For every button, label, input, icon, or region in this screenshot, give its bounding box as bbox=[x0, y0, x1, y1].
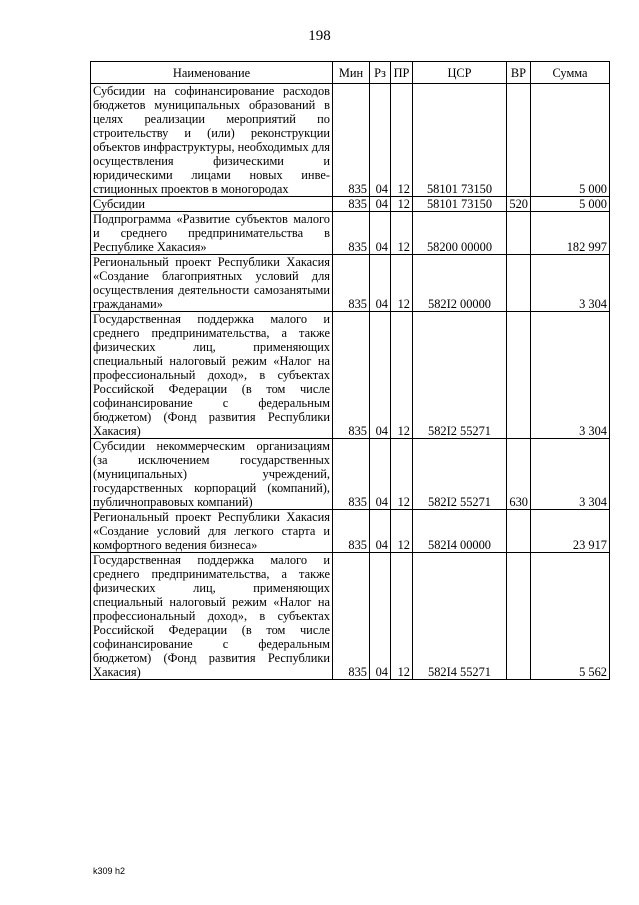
row-vr bbox=[507, 312, 531, 439]
row-vr bbox=[507, 553, 531, 680]
header-vr: ВР bbox=[507, 62, 531, 84]
row-name: Региональный проект Республики Хакасия «Создание благоприятных условий для осуществления деятельности самозанятыми гражданами» bbox=[91, 255, 333, 312]
row-vr bbox=[507, 255, 531, 312]
row-min: 835 bbox=[333, 84, 370, 197]
row-csr: 582I4 00000 bbox=[413, 510, 507, 553]
row-rz: 04 bbox=[370, 510, 391, 553]
row-name: Региональный проект Республики Хакасия «Создание условий для легкого старта и комфортного ведения бизнеса» bbox=[91, 510, 333, 553]
row-vr bbox=[507, 84, 531, 197]
row-name: Субсидии на софинансирование расходов бюджетов муниципальных образований в целях реализации мероприятий по строительству и (или) реконструкции объектов инфраструктуры, необходимых для осуществления физическими и юридическими лицами новых инвестиционных проектов в моногородах bbox=[91, 84, 333, 197]
header-rz: Рз bbox=[370, 62, 391, 84]
table-row bbox=[91, 84, 610, 197]
header-row bbox=[91, 62, 610, 84]
row-csr: 582I2 55271 bbox=[413, 312, 507, 439]
row-csr: 582I2 55271 bbox=[413, 439, 507, 510]
row-name: Государственная поддержка малого и среднего предпринимательства, а также физических лиц, применяющих специальный налоговый режим «Налог на профессиональный доход», в субъектах Российской Федерации (в том числе софинансирование с федеральным бюджетом) (Фонд развития Республики Хакасия) bbox=[91, 312, 333, 439]
table-row bbox=[91, 510, 610, 553]
page-number: 198 bbox=[308, 28, 331, 44]
row-vr bbox=[507, 510, 531, 553]
row-name: Субсидии bbox=[91, 197, 333, 212]
header-min: Мин bbox=[333, 62, 370, 84]
row-min: 835 bbox=[333, 212, 370, 255]
row-sum: 3 304 bbox=[531, 439, 610, 510]
row-pr: 12 bbox=[391, 197, 413, 212]
header-sum: Сумма bbox=[531, 62, 610, 84]
row-csr: 582I2 00000 bbox=[413, 255, 507, 312]
table-row bbox=[91, 553, 610, 680]
header-pr: ПР bbox=[391, 62, 413, 84]
row-min: 835 bbox=[333, 439, 370, 510]
row-min: 835 bbox=[333, 197, 370, 212]
row-pr: 12 bbox=[391, 212, 413, 255]
row-sum: 5 000 bbox=[531, 197, 610, 212]
row-min: 835 bbox=[333, 255, 370, 312]
row-rz: 04 bbox=[370, 197, 391, 212]
row-sum: 5 000 bbox=[531, 84, 610, 197]
row-pr: 12 bbox=[391, 439, 413, 510]
row-vr: 520 bbox=[507, 197, 531, 212]
row-sum: 3 304 bbox=[531, 255, 610, 312]
row-pr: 12 bbox=[391, 255, 413, 312]
row-min: 835 bbox=[333, 553, 370, 680]
table-row bbox=[91, 255, 610, 312]
row-pr: 12 bbox=[391, 84, 413, 197]
row-pr: 12 bbox=[391, 312, 413, 439]
header-name: Наименование bbox=[91, 62, 333, 84]
row-rz: 04 bbox=[370, 312, 391, 439]
row-sum: 182 997 bbox=[531, 212, 610, 255]
row-name: Подпрограмма «Развитие субъектов малого и среднего предпринимательства в Республике Хакасия» bbox=[91, 212, 333, 255]
row-name: Государственная поддержка малого и среднего предпринимательства, а также физических лиц, применяющих специальный налоговый режим «Налог на профессиональный доход», в субъектах Российской Федерации (в том числе софинансирование с федеральным бюджетом) (Фонд развития Республики Хакасия) bbox=[91, 553, 333, 680]
header-csr: ЦСР bbox=[413, 62, 507, 84]
row-vr bbox=[507, 212, 531, 255]
row-name: Субсидии некоммерческим организациям (за исключением государственных (муниципальных) учреждений, государственных корпораций (компаний), публичноправовых компаний) bbox=[91, 439, 333, 510]
table-row bbox=[91, 439, 610, 510]
row-csr: 58101 73150 bbox=[413, 84, 507, 197]
table-row bbox=[91, 197, 610, 212]
row-vr: 630 bbox=[507, 439, 531, 510]
table-row bbox=[91, 312, 610, 439]
row-csr: 58200 00000 bbox=[413, 212, 507, 255]
row-min: 835 bbox=[333, 312, 370, 439]
row-csr: 582I4 55271 bbox=[413, 553, 507, 680]
budget-table bbox=[90, 61, 610, 680]
row-csr: 58101 73150 bbox=[413, 197, 507, 212]
row-pr: 12 bbox=[391, 553, 413, 680]
row-min: 835 bbox=[333, 510, 370, 553]
row-sum: 5 562 bbox=[531, 553, 610, 680]
row-rz: 04 bbox=[370, 84, 391, 197]
row-rz: 04 bbox=[370, 212, 391, 255]
row-sum: 3 304 bbox=[531, 312, 610, 439]
row-sum: 23 917 bbox=[531, 510, 610, 553]
document-code: k309 h2 bbox=[93, 866, 126, 876]
row-pr: 12 bbox=[391, 510, 413, 553]
table-row bbox=[91, 212, 610, 255]
row-rz: 04 bbox=[370, 439, 391, 510]
row-rz: 04 bbox=[370, 553, 391, 680]
row-rz: 04 bbox=[370, 255, 391, 312]
